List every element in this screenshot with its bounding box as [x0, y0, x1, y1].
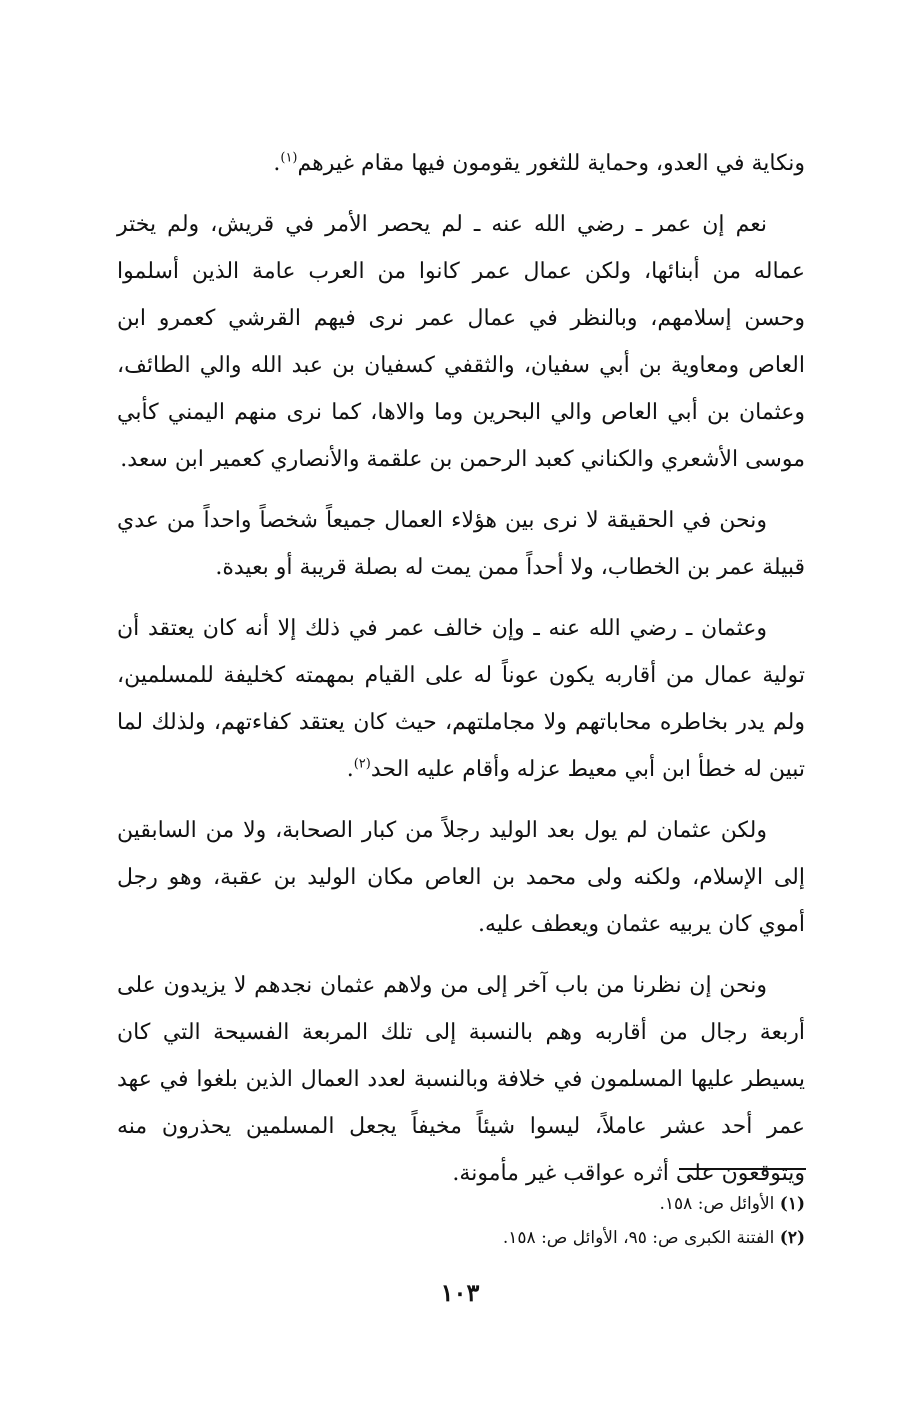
footnote-1-text: الأوائل ص: ١٥٨. — [659, 1194, 775, 1214]
paragraph-6 — [117, 962, 805, 1197]
paragraph-5-text: ولكن عثمان لم يول بعد الوليد رجلاً من كبار الصحابة، ولا من السابقين إلى الإسلام، ولكنه ولى محمد بن العاص مكان الوليد بن عقبة، وهو رجل أموي كان يربيه عثمان ويعطف عليه. — [117, 818, 805, 937]
footnote-1-number: (١) — [779, 1194, 805, 1214]
paragraph-2-text: نعم إن عمر ـ رضي الله عنه ـ لم يحصر الأمر في قريش، ولم يختر عماله من أبنائها، ولكن عمال عمر كانوا من العرب عامة الذين أسلموا وحسن إسلامهم، وبالنظر في عمال عمر نرى فيهم القرشي كعمرو ابن العاص ومعاوية بن أبي سفيان، والثقفي كسفيان بن عبد الله والي الطائف، وعثمان بن أبي العاص والي البحرين وما والاها، كما نرى منهم اليمني كأبي موسى الأشعري والكناني كعبد الرحمن بن علقمة والأنصاري كعمير ابن سعد. — [117, 212, 805, 472]
paragraph-3 — [117, 497, 805, 591]
paragraph-1-text: ونكاية في العدو، وحماية للثغور يقومون فيها مقام غيرهم — [297, 151, 805, 176]
paragraph-4-tail: . — [346, 757, 354, 782]
paragraph-4 — [117, 605, 805, 793]
paragraph-6-text: ونحن إن نظرنا من باب آخر إلى من ولاهم عثمان نجدهم لا يزيدون على أربعة رجال من أقاربه وهم بالنسبة إلى تلك المربعة الفسيحة التي كان يسيطر عليها المسلمون في خلافة وبالنسبة لعدد العمال الذين بلغوا في عهد عمر أحد عشر عاملاً، ليسوا شيئاً مخيفاً يجعل المسلمين يحذرون منه ويتوقعون على أثره عواقب غير مأمونة. — [117, 973, 805, 1186]
footnote-2 — [117, 1221, 805, 1255]
footnote-ref-1: (١) — [280, 150, 298, 166]
footnote-1 — [117, 1187, 805, 1221]
footnote-divider — [679, 1168, 806, 1170]
paragraph-3-text: ونحن في الحقيقة لا نرى بين هؤلاء العمال جميعاً شخصاً واحداً من عدي قبيلة عمر بن الخطاب، ولا أحداً ممن يمت له بصلة قريبة أو بعيدة. — [117, 508, 805, 580]
footnotes — [117, 1187, 805, 1255]
paragraph-1 — [117, 140, 805, 187]
paragraph-4-text: وعثمان ـ رضي الله عنه ـ وإن خالف عمر في ذلك إلا أنه كان يعتقد أن تولية عمال من أقاربه يكون عوناً له على القيام بمهمته كخليفة للمسلمين، ولم يدر بخاطره محاباتهم ولا مجاملتهم، حيث كان يعتقد كفاءتهم، ولذلك لما تبين له خطأ ابن أبي معيط عزله وأقام عليه الحد — [117, 616, 805, 782]
main-text — [117, 140, 805, 1197]
paragraph-5 — [117, 807, 805, 948]
footnote-2-number: (٢) — [779, 1228, 805, 1248]
paragraph-2 — [117, 201, 805, 483]
footnote-ref-2: (٢) — [353, 756, 371, 772]
page-number: ١٠٣ — [440, 1278, 480, 1307]
footnote-2-text: الفتنة الكبرى ص: ٩٥، الأوائل ص: ١٥٨. — [502, 1228, 775, 1248]
paragraph-1-tail: . — [273, 151, 281, 176]
